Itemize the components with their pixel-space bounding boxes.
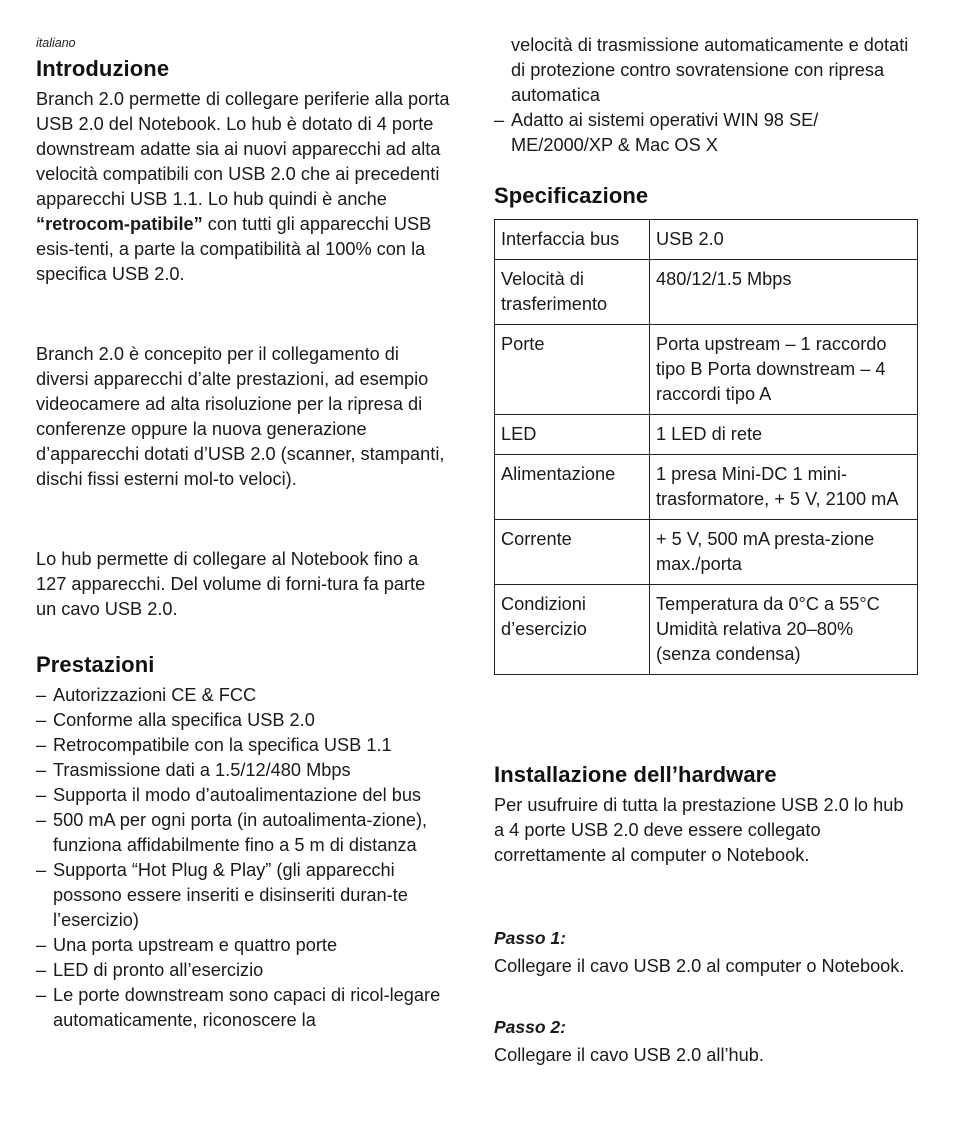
spec-key: Alimentazione: [495, 455, 650, 520]
intro-p1-bold: “retrocom-patibile”: [36, 214, 203, 234]
step-1-text: Collegare il cavo USB 2.0 al computer o Notebook.: [494, 956, 905, 976]
list-item: – 500 mA per ogni porta (in autoalimenta-zione), funziona affidabilmente fino a 5 m di distanza: [36, 810, 428, 855]
spec-value: 1 LED di rete: [650, 415, 918, 455]
spec-table: [494, 219, 918, 675]
spec-key: Velocità di trasferimento: [495, 260, 650, 325]
features-heading: Prestazioni: [36, 652, 155, 677]
spec-value: 480/12/1.5 Mbps: [650, 260, 918, 325]
list-item: – Supporta “Hot Plug & Play” (gli apparecchi possono essere inseriti e disinseriti duran-te l’esercizio): [36, 860, 408, 930]
language-label: italiano: [36, 36, 76, 50]
spec-key: Corrente: [495, 520, 650, 585]
features-list-continued: [494, 33, 918, 158]
spec-value: Temperatura da 0°C a 55°C Umidità relativa 20–80% (senza condensa): [650, 585, 918, 675]
list-item: – Una porta upstream e quattro porte: [36, 935, 338, 955]
intro-heading: Introduzione: [36, 56, 170, 81]
list-item: – Trasmissione dati a 1.5/12/480 Mbps: [36, 760, 351, 780]
step-2-label: Passo 2:: [494, 1017, 566, 1037]
step-1-label: Passo 1:: [494, 928, 566, 948]
list-item: – Conforme alla specifica USB 2.0: [36, 710, 315, 730]
intro-p1-after: con tutti gli apparecchi USB esis-tenti, a parte la compatibilità al 100% con la specifica USB 2.0.: [36, 214, 432, 284]
spec-value: + 5 V, 500 mA presta-zione max./porta: [650, 520, 918, 585]
table-row: [495, 520, 918, 585]
spec-value: 1 presa Mini-DC 1 mini-trasformatore, + 5 V, 2100 mA: [650, 455, 918, 520]
hardware-heading: Installazione dell’hardware: [494, 762, 777, 787]
list-item: – Retrocompatibile con la specifica USB 1.1: [36, 735, 392, 755]
table-row: [495, 220, 918, 260]
step-2-text: Collegare il cavo USB 2.0 all’hub.: [494, 1045, 764, 1065]
features-list: [36, 683, 454, 1033]
spec-key: Porte: [495, 325, 650, 415]
list-item: – LED di pronto all’esercizio: [36, 960, 264, 980]
table-row: [495, 325, 918, 415]
table-row: [495, 415, 918, 455]
spec-key: Interfaccia bus: [495, 220, 650, 260]
spec-value: Porta upstream – 1 raccordo tipo B Porta downstream – 4 raccordi tipo A: [650, 325, 918, 415]
table-row: [495, 260, 918, 325]
intro-paragraph-1: [36, 87, 456, 287]
list-item-continued: velocità di trasmissione automaticamente e dotati di protezione contro sovratensione con ripresa automatica: [511, 35, 909, 105]
spec-value: USB 2.0: [650, 220, 918, 260]
intro-paragraph-2: Branch 2.0 è concepito per il collegamento di diversi apparecchi d’alte prestazioni, ad esempio videocamere ad alta risoluzione per la ripresa di conferenze oppure la nuova generazione d’apparecchi dotati d’USB 2.0 (scanner, stampanti, dischi fissi esterni mol-to veloci).: [36, 344, 445, 489]
list-item: – Le porte downstream sono capaci di ricol-legare automaticamente, riconoscere la: [36, 985, 441, 1030]
spec-key: LED: [495, 415, 650, 455]
intro-paragraph-3: Lo hub permette di collegare al Notebook fino a 127 apparecchi. Del volume di forni-tura fa parte un cavo USB 2.0.: [36, 549, 426, 619]
list-item: – Adatto ai sistemi operativi WIN 98 SE/ ME/2000/XP & Mac OS X: [494, 110, 819, 155]
spec-heading: Specificazione: [494, 183, 649, 208]
hardware-intro: Per usufruire di tutta la prestazione USB 2.0 lo hub a 4 porte USB 2.0 deve essere collegato correttamente al computer o Notebook.: [494, 795, 904, 865]
table-row: [495, 455, 918, 520]
spec-key: Condizioni d’esercizio: [495, 585, 650, 675]
list-item: – Autorizzazioni CE & FCC: [36, 685, 257, 705]
intro-p1-text: Branch 2.0 permette di collegare periferie alla porta USB 2.0 del Notebook. Lo hub è dotato di 4 porte downstream adatte sia ai nuovi apparecchi ad alta velocità compatibili con USB 2.0 che ai precedenti apparecchi USB 1.1. Lo hub quindi è anche: [36, 89, 450, 209]
table-row: [495, 585, 918, 675]
list-item: – Supporta il modo d’autoalimentazione del bus: [36, 785, 422, 805]
